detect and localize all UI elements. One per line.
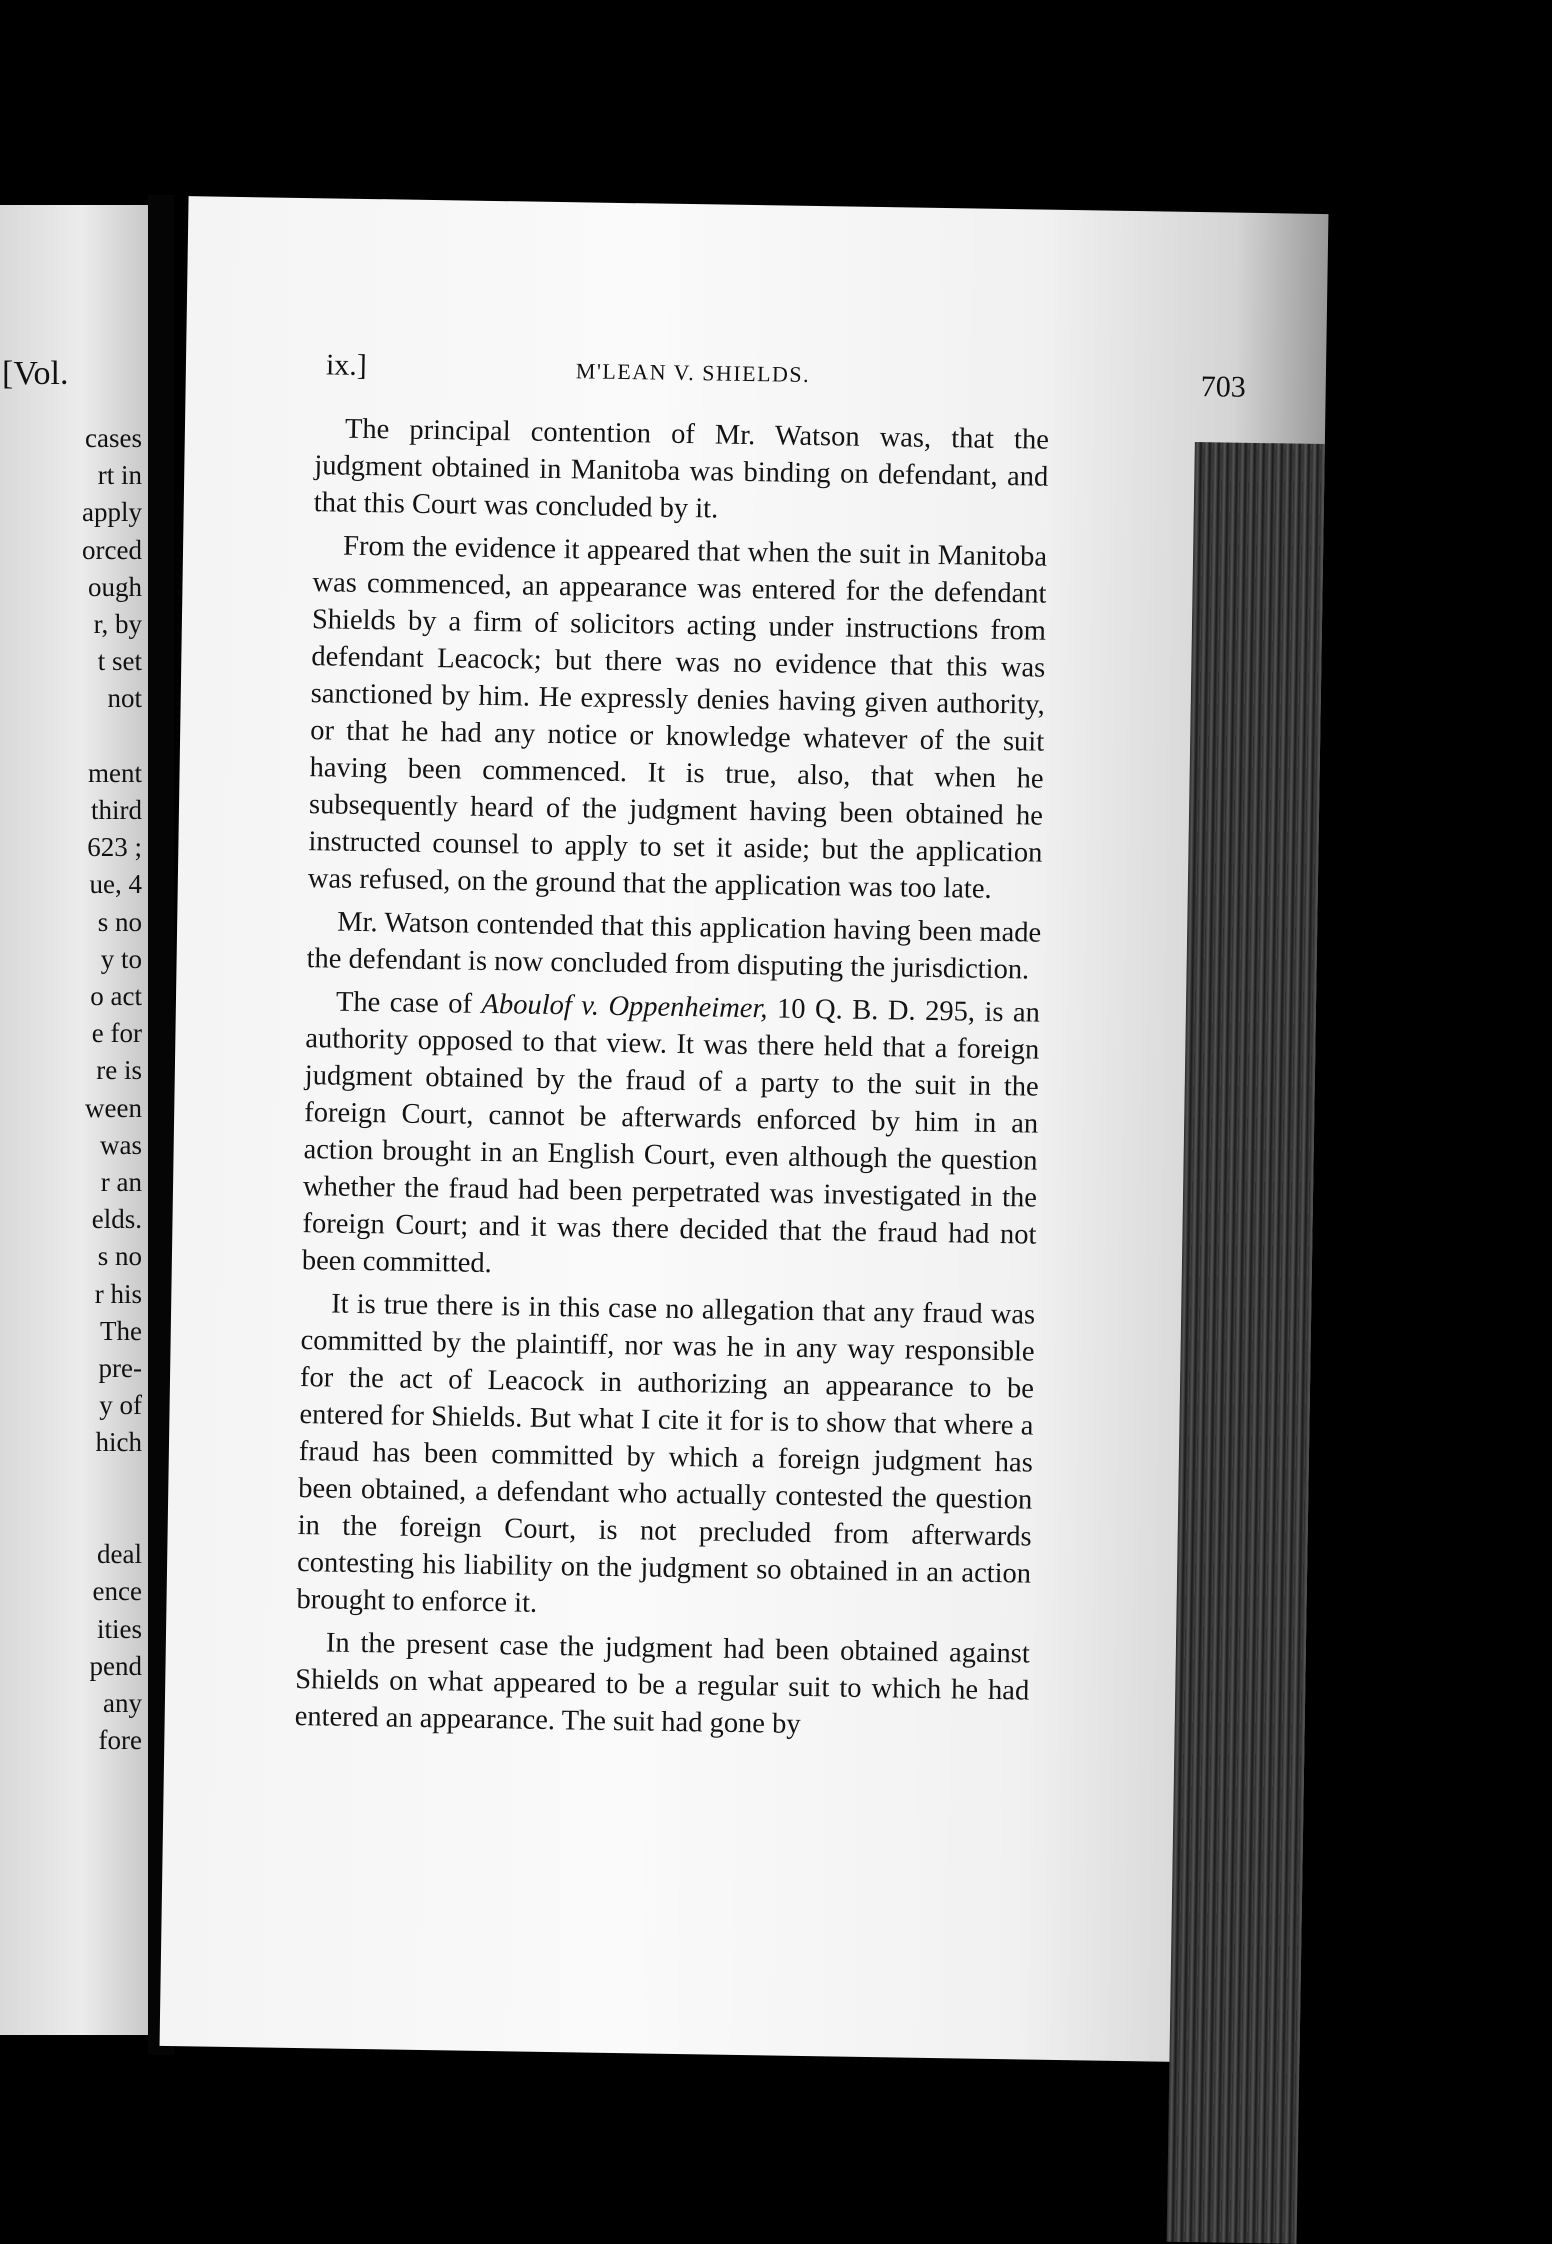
left-page-line: ue, 4 (89, 869, 142, 900)
left-page-line: hich (95, 1427, 142, 1458)
page-number: 703 (1200, 370, 1246, 404)
left-page-fragment (0, 205, 148, 2035)
left-page-line: re is (96, 1055, 142, 1086)
paragraph: Mr. Watson contended that this application having been made the defendant is now concluded from disputing the jurisdiction. (306, 906, 1042, 986)
running-title: M'LEAN V. SHIELDS. (575, 358, 811, 387)
left-page-line: o act (90, 981, 142, 1012)
paragraph (302, 983, 1041, 1290)
left-page-line: s no (97, 906, 142, 937)
left-page-line: ence (92, 1576, 142, 1607)
left-page-line: r an (100, 1167, 142, 1198)
left-page-line: The (100, 1315, 142, 1346)
book-page (160, 196, 1329, 2064)
left-page-line (0, 718, 142, 755)
left-page-line (0, 1499, 142, 1536)
left-page-line: apply (82, 497, 142, 528)
case-citation: Aboulof v. Oppenheimer, (481, 988, 768, 1025)
page-header (326, 348, 1247, 402)
left-page-line: elds. (91, 1204, 142, 1235)
paragraph: In the present case the judgment had been obtained against Shields on what appeared to be a regular suit to which he had entered an appearance. The suit had gone by (294, 1627, 1031, 1740)
left-page-line: rt in (97, 460, 142, 491)
left-page-line-fragments (0, 420, 142, 1759)
paragraph: The principal contention of Mr. Watson was, that the judgment obtained in Manitoba was binding on defendant, and that this Court was concluded by it. (313, 413, 1050, 525)
left-page-line: ities (97, 1613, 142, 1644)
volume-label: [Vol. (2, 355, 69, 392)
body-text (294, 410, 1049, 1752)
left-page-line: cases (85, 423, 142, 453)
paragraph-text: The case of (335, 986, 482, 1020)
left-page-line: pre- (98, 1353, 142, 1384)
left-page-line: ween (85, 1092, 142, 1123)
left-page-line: ough (88, 571, 142, 602)
left-page-line: e for (91, 1018, 142, 1049)
paragraph: It is true there is in this case no allegation that any fraud was committed by the plaintiff, nor was he in any way responsible for the act of Leacock in authorizing an appearance to be entered for Shields. But what I cite it for is to show that where a fraud has been committed by which a foreign judgment has been obtained, a defendant who actually contested the question in the foreign Court, is not precluded from afterwards contesting his liability on the judgment so obtained in an action brought to enforce it. (296, 1288, 1036, 1619)
left-page-line: r his (94, 1278, 142, 1309)
left-page-line: s no (97, 1241, 142, 1272)
left-page-line: y to (100, 943, 142, 974)
left-page-line: third (91, 795, 142, 826)
left-page-line: t set (97, 646, 142, 677)
paragraph-text: 10 Q. B. D. 295, is an authority opposed to that view. It was there held that a foreign judgment obtained by the fraud of a party to the suit in the foreign Court, cannot be afterwards enforced by him in an action brought in an English Court, even although the question whether the fraud had been perpetrated was investigated in the foreign Court; and it was there decided that the fraud had not been committed. (301, 993, 1041, 1280)
page-edge-stack (1167, 442, 1325, 2244)
left-page-line: orced (82, 534, 142, 565)
left-page-line: ment (88, 757, 142, 788)
left-page-line: fore (98, 1725, 142, 1756)
left-page-line: any (103, 1687, 142, 1718)
left-page-line: was (100, 1129, 142, 1160)
left-page-line: not (107, 683, 142, 714)
left-page-line: pend (89, 1650, 142, 1681)
left-page-line (0, 1462, 142, 1499)
left-page-line: r, by (93, 609, 142, 640)
left-page-line: 623 ; (87, 832, 142, 863)
section-marker: ix.] (325, 348, 368, 382)
left-page-line: y of (99, 1390, 142, 1421)
paragraph: From the evidence it appeared that when the suit in Manitoba was commenced, an appearance was entered for the defendant Shields by a firm of solicitors acting under instructions from defendant Leacock; but there was no evidence that this was sanctioned by him. He expressly denies having given authority, or that he had any notice or knowledge whatever of the suit having been commenced. It is true, also, that when he subsequently heard of the judgment having been obtained he instructed counsel to apply to set it aside; but the application was refused, on the ground that the application was too late. (307, 530, 1048, 905)
left-page-line: deal (97, 1539, 142, 1570)
